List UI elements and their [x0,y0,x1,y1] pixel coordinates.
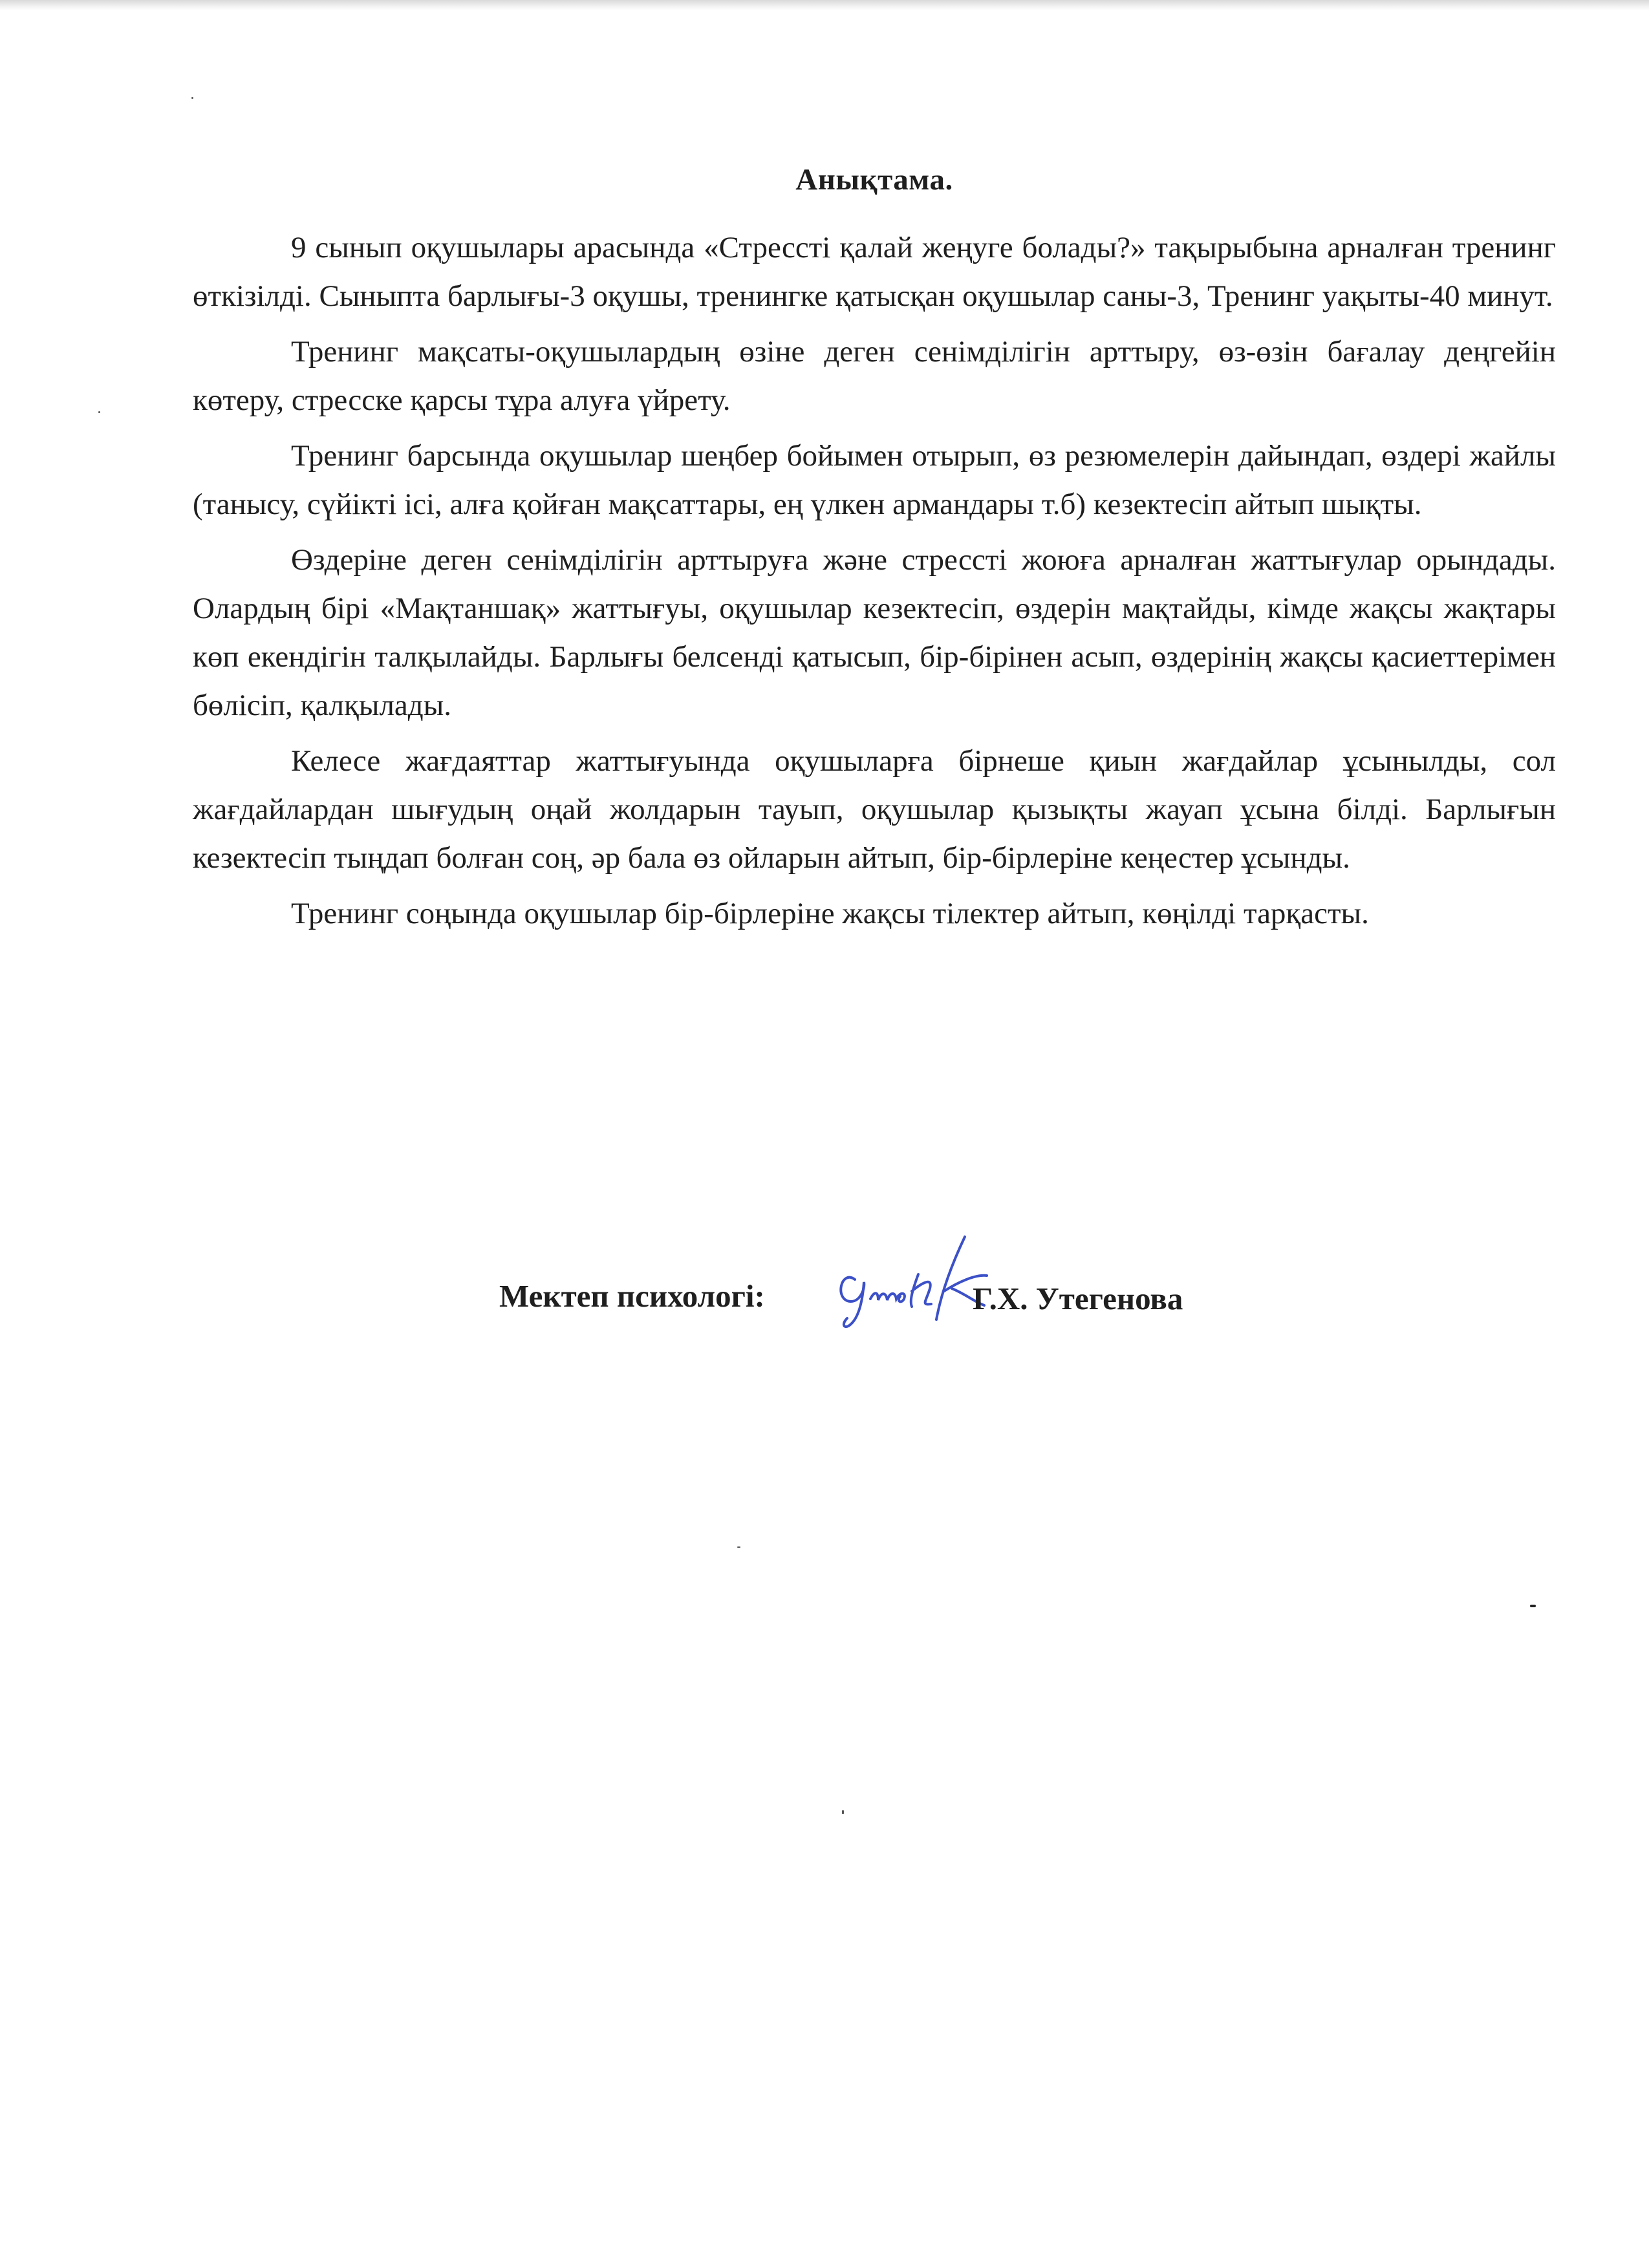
paragraph-training-goal: Тренинг мақсаты-оқушылардың өзіне деген сенімділігін арттыру, өз-өзін бағалау деңгейін көтеру, стресске қарсы тұра алуға үйрету. [193,335,1556,417]
document-title: Анықтама. [795,163,953,197]
document-body [193,160,1556,945]
paragraph-conclusion: Тренинг соңында оқушылар бір-бірлеріне жақсы тілектер айтып, көңілді тарқасты. [291,897,1369,930]
scan-speck [1530,1605,1536,1607]
scan-speck [191,97,193,99]
signature-name: Г.Х. Утегенова [973,1281,1183,1316]
paragraph-training-process: Тренинг барсында оқушылар шеңбер бойымен отырып, өз резюмелерін дайындап, өздері жайлы (танысу, сүйікті ісі, алға қойған мақсаттары, ең үлкен армандары т.б) кезектесіп айтып шықты. [193,439,1556,521]
scan-speck [98,411,100,413]
signature-block [499,1265,1405,1349]
paragraph-exercises: Өздеріне деген сенімділігін арттыруға және стрессті жоюға арналған жаттығулар орындады. Олардың бірі «Мақтаншақ» жаттығуы, оқушылар кезектесіп, өздерін мақтайды, кімде жақсы жақтары көп екендігін талқылайды. Барлығы белсенді қатысып, бір-бірінен асып, өздерінің жақсы қасиеттерімен бөлісіп, қалқылады. [193,543,1556,722]
scan-speck [842,1810,844,1814]
paragraph-training-info: 9 сынып оқушылары арасында «Стрессті қалай жеңуге болады?» тақырыбына арналған тренинг өткізілді. Сыныпта барлығы-3 оқушы, тренингке қатысқан оқушылар саны-3, Тренинг уақыты-40 минут. [193,231,1556,313]
signature-role-label: Мектеп психологі: [499,1278,765,1314]
paragraph-situations-exercise: Келесе жағдаяттар жаттығуында оқушыларға бірнеше қиын жағдайлар ұсынылды, сол жағдайлардан шығудың оңай жолдарын тауып, оқушылар қызықты жауап ұсына білді. Барлығын кезектесіп тыңдап болған соң, әр бала өз ойларын айтып, бір-бірлеріне кеңестер ұсынды. [193,744,1556,875]
scan-speck [737,1546,740,1548]
scan-top-edge [0,0,1649,10]
